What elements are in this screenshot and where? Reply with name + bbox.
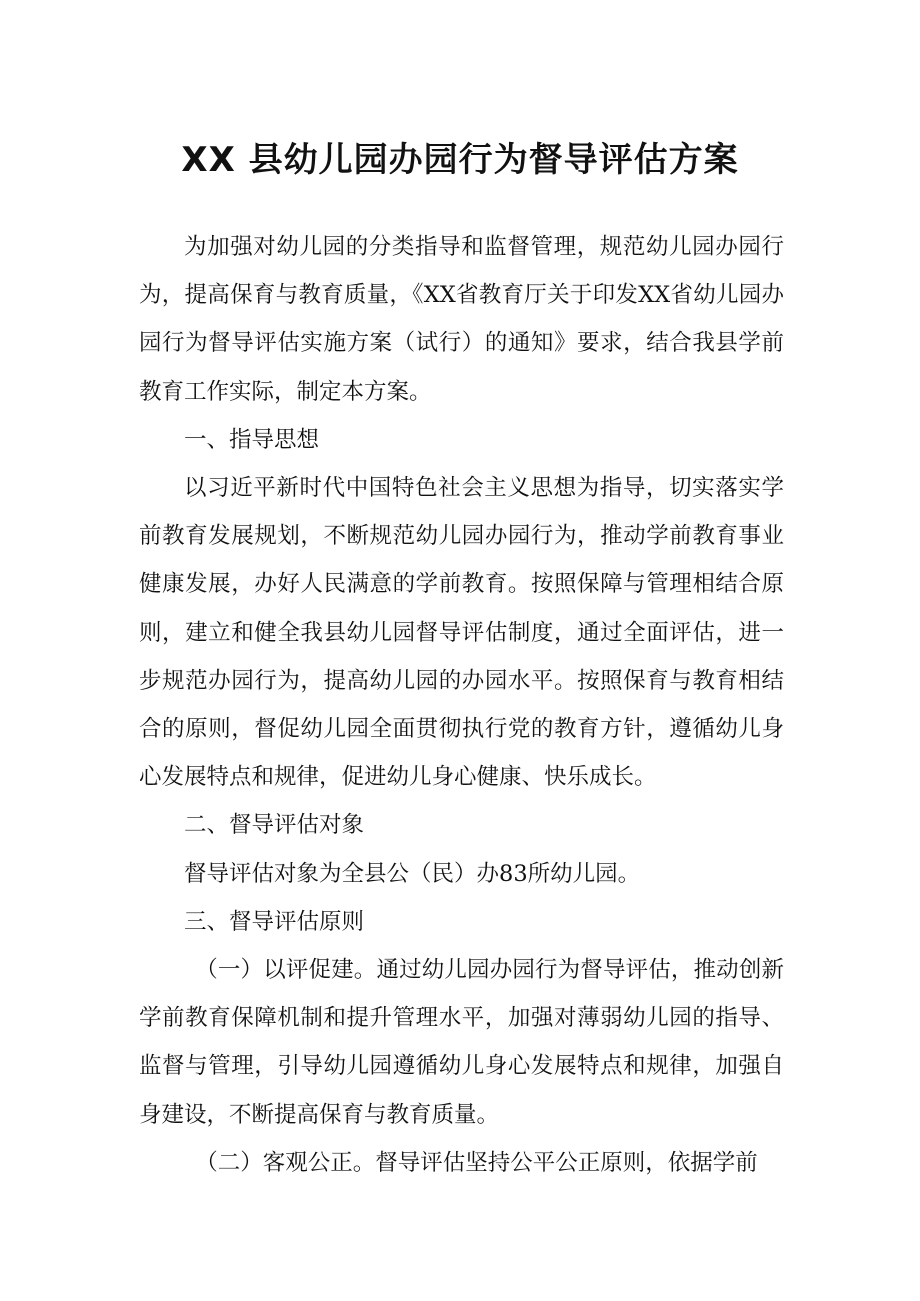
principle-one-paragraph: （一）以评促建。通过幼儿园办园行为督导评估，推动创新学前教育保障机制和提升管理水平，加强对薄弱幼儿园的指导、监督与管理，引导幼儿园遵循幼儿身心发展特点和规律，加强自身建设，不断提高保育与教育质量。 bbox=[139, 957, 784, 1128]
section-heading-evaluation-principles: 三、督导评估原则 bbox=[184, 908, 365, 935]
section-heading-evaluation-target: 二、督导评估对象 bbox=[184, 812, 365, 839]
principle-two-paragraph: （二）客观公正。督导评估坚持公平公正原则，依据学前 bbox=[195, 1149, 758, 1176]
intro-paragraph: 为加强对幼儿园的分类指导和监督管理，规范幼儿园办园行为，提高保育与教育质量，《XX省教育厅关于印发XX省幼儿园办园行为督导评估实施方案（试行）的通知》要求，结合我县学前教育工作实际，制定本方案。 bbox=[139, 234, 784, 405]
section-heading-guiding-ideology: 一、指导思想 bbox=[184, 426, 320, 453]
evaluation-target-paragraph: 督导评估对象为全县公（民）办83所幼儿园。 bbox=[184, 860, 641, 887]
document-title: XX 县幼儿园办园行为督导评估方案 bbox=[181, 140, 739, 180]
guiding-ideology-paragraph: 以习近平新时代中国特色社会主义思想为指导，切实落实学前教育发展规划，不断规范幼儿园办园行为，推动学前教育事业健康发展，办好人民满意的学前教育。按照保障与管理相结合原则，建立和健全我县幼儿园督导评估制度，通过全面评估，进一步规范办园行为，提高幼儿园的办园水平。按照保育与教育相结合的原则，督促幼儿园全面贯彻执行党的教育方针，遵循幼儿身心发展特点和规律，促进幼儿身心健康、快乐成长。 bbox=[139, 475, 784, 791]
document-body bbox=[139, 223, 784, 1187]
